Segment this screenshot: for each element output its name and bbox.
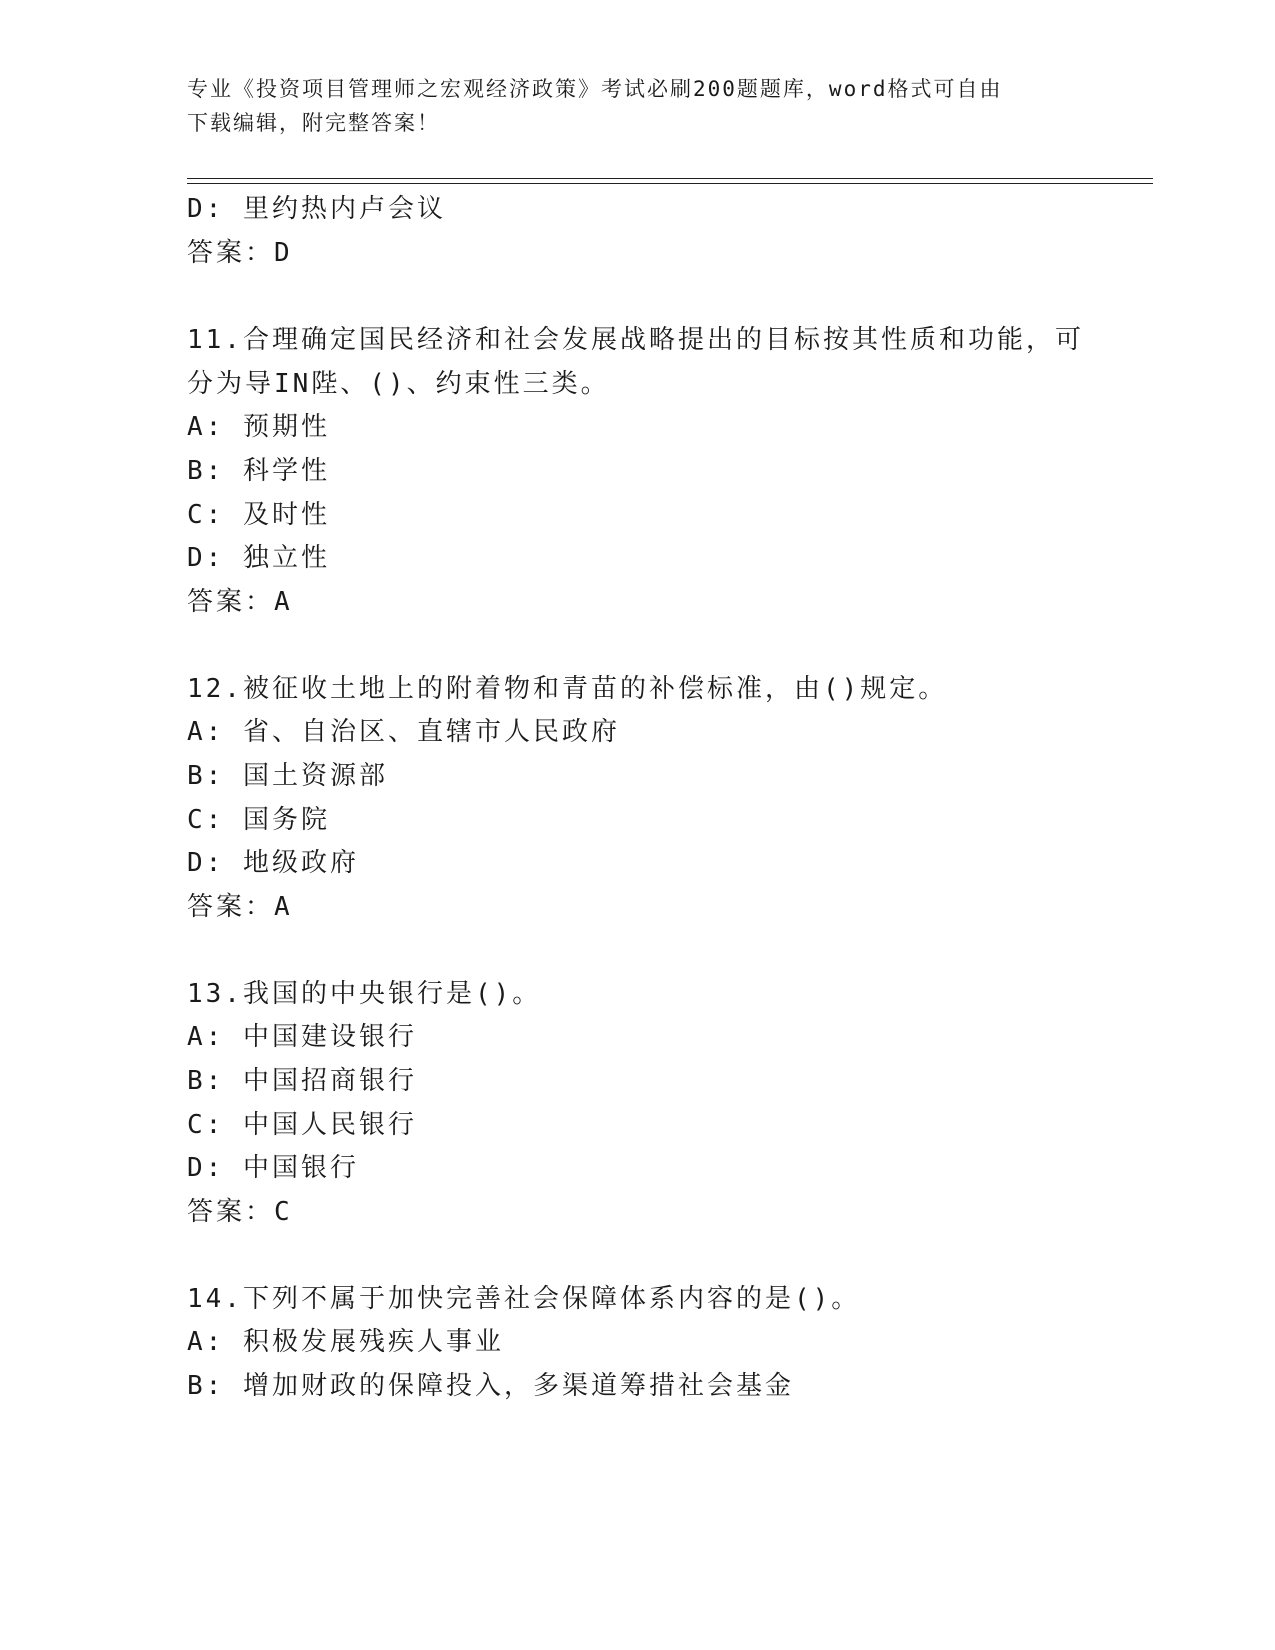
question-13-answer [187, 1189, 291, 1235]
answer-value: A [274, 892, 291, 922]
question-12-option-d: D: 地级政府 [187, 848, 359, 878]
question-14-stem: 14.下列不属于加快完善社会保障体系内容的是()。 [187, 1284, 861, 1314]
question-11-answer [187, 579, 291, 625]
answer-value: C [274, 1197, 291, 1227]
question-13-option-d: D: 中国银行 [187, 1153, 359, 1183]
answer-value: D [274, 238, 291, 268]
question-12-option-a: A: 省、自治区、直辖市人民政府 [187, 717, 620, 747]
question-13-option-b: B: 中国招商银行 [187, 1066, 417, 1096]
question-11-stem-line-2: 分为导IN陛、()、约束性三类。 [187, 369, 610, 399]
question-11-option-c: C: 及时性 [187, 500, 330, 530]
header-divider-top [187, 178, 1153, 179]
question-11-stem-line-1: 11.合理确定国民经济和社会发展战略提出的目标按其性质和功能，可 [187, 325, 1084, 355]
question-11-option-d: D: 独立性 [187, 543, 330, 573]
answer-value: A [274, 587, 291, 617]
question-12-option-c: C: 国务院 [187, 805, 330, 835]
answer-label: 答案： [187, 587, 275, 617]
question-11-option-a: A: 预期性 [187, 412, 330, 442]
question-14-option-a: A: 积极发展残疾人事业 [187, 1327, 504, 1357]
header-divider-bottom [187, 183, 1153, 184]
header-line-1: 专业《投资项目管理师之宏观经济政策》考试必刷200题题库，word格式可自由 [187, 77, 1003, 101]
prev-answer [187, 230, 291, 276]
answer-label: 答案： [187, 892, 275, 922]
answer-label: 答案： [187, 1197, 275, 1227]
question-13-option-c: C: 中国人民银行 [187, 1110, 417, 1140]
document-header [187, 72, 1087, 140]
question-12-answer [187, 884, 291, 930]
question-14-option-b: B: 增加财政的保障投入，多渠道筹措社会基金 [187, 1371, 794, 1401]
question-11-option-b: B: 科学性 [187, 456, 330, 486]
question-12-option-b: B: 国土资源部 [187, 761, 388, 791]
question-12-stem: 12.被征收土地上的附着物和青苗的补偿标准，由()规定。 [187, 674, 948, 704]
answer-label: 答案： [187, 238, 275, 268]
header-line-2: 下载编辑，附完整答案！ [187, 111, 440, 135]
prev-option-d: D: 里约热内卢会议 [187, 194, 446, 224]
question-13-stem: 13.我国的中央银行是()。 [187, 979, 542, 1009]
question-13-option-a: A: 中国建设银行 [187, 1022, 417, 1052]
